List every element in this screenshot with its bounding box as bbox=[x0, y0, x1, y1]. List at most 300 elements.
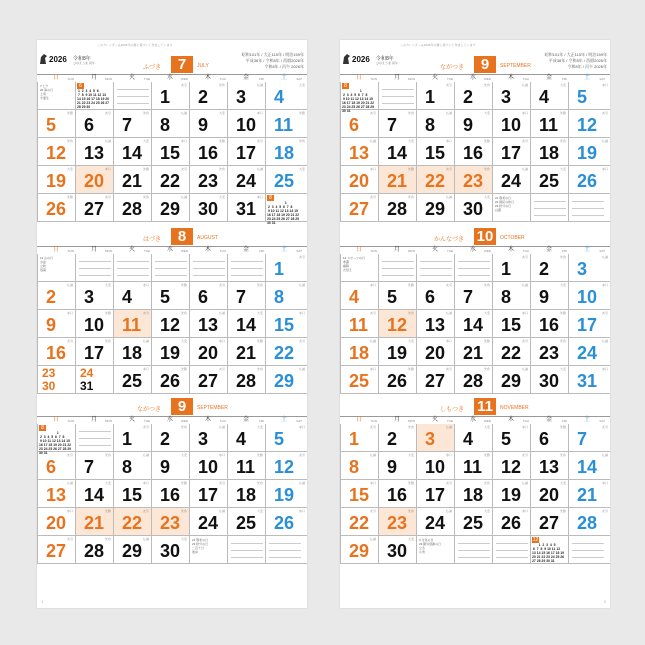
day-cell[interactable] bbox=[37, 536, 75, 564]
rokuyo-label: 先負 bbox=[142, 111, 149, 115]
rokuyo-label: 友引 bbox=[445, 283, 452, 287]
day-cell[interactable] bbox=[454, 452, 492, 480]
mini-week-row: 6 7 8 9 10 11 12 bbox=[532, 547, 561, 551]
weekday-text: 木 bbox=[507, 75, 514, 81]
rokuyo-label: 友引 bbox=[369, 195, 376, 199]
weekday-english: FRI bbox=[562, 419, 567, 423]
day-cell[interactable] bbox=[568, 338, 610, 366]
rokuyo-label: 先勝 bbox=[142, 167, 149, 171]
empty-cell bbox=[378, 82, 416, 110]
day-cell[interactable] bbox=[75, 366, 113, 394]
day-cell[interactable] bbox=[378, 138, 416, 166]
day-number: 10 bbox=[84, 315, 105, 335]
day-cell[interactable] bbox=[568, 110, 610, 138]
day-cell[interactable] bbox=[530, 282, 568, 310]
rokuyo-label: 仏滅 bbox=[218, 509, 225, 513]
rokuyo-label: 先負 bbox=[407, 111, 414, 115]
day-cell[interactable] bbox=[151, 82, 189, 110]
day-cell[interactable] bbox=[265, 310, 307, 338]
day-cell[interactable] bbox=[492, 138, 530, 166]
day-number: 27 bbox=[539, 513, 560, 533]
day-cell[interactable] bbox=[492, 424, 530, 452]
day-cell[interactable] bbox=[340, 338, 378, 366]
weekday-english: SAT bbox=[296, 77, 302, 81]
day-cell[interactable] bbox=[454, 282, 492, 310]
day-cell[interactable] bbox=[568, 138, 610, 166]
day-cell[interactable] bbox=[492, 480, 530, 508]
day-cell[interactable] bbox=[568, 254, 610, 282]
day-cell[interactable] bbox=[568, 508, 610, 536]
mini-week-row: 14 15 16 17 18 19 20 bbox=[77, 97, 110, 101]
day-cell[interactable] bbox=[265, 508, 307, 536]
day-cell[interactable] bbox=[530, 110, 568, 138]
day-cell[interactable] bbox=[454, 110, 492, 138]
weekday-text: 火 bbox=[431, 247, 438, 253]
day-number: 4 bbox=[539, 87, 550, 107]
day-cell[interactable] bbox=[378, 480, 416, 508]
rokuyo-label: 先負 bbox=[559, 255, 566, 259]
day-number: 31 bbox=[80, 379, 94, 393]
day-cell[interactable] bbox=[416, 508, 454, 536]
day-cell[interactable] bbox=[416, 110, 454, 138]
day-number: 8 bbox=[425, 115, 436, 135]
day-cell[interactable] bbox=[340, 310, 378, 338]
day-number: 18 bbox=[274, 143, 295, 163]
note-line: 11 山の日 bbox=[40, 256, 53, 260]
day-cell[interactable] bbox=[454, 82, 492, 110]
day-cell[interactable] bbox=[227, 166, 265, 194]
rokuyo-label: 大安 bbox=[218, 195, 225, 199]
rokuyo-label: 先負 bbox=[407, 195, 414, 199]
day-number: 29 bbox=[501, 371, 522, 391]
memo-line bbox=[458, 275, 490, 276]
note-line: 3 文化の日 bbox=[419, 538, 434, 542]
month-title bbox=[340, 397, 610, 417]
day-cell[interactable] bbox=[340, 508, 378, 536]
day-cell[interactable] bbox=[265, 424, 307, 452]
day-cell[interactable] bbox=[75, 480, 113, 508]
day-number: 8 bbox=[122, 457, 133, 477]
day-cell[interactable] bbox=[151, 282, 189, 310]
day-number: 3 bbox=[577, 259, 588, 279]
day-cell[interactable] bbox=[454, 508, 492, 536]
day-cell[interactable] bbox=[113, 452, 151, 480]
weekday-label bbox=[151, 417, 189, 424]
day-cell[interactable] bbox=[113, 194, 151, 222]
day-cell[interactable] bbox=[340, 282, 378, 310]
day-cell[interactable] bbox=[151, 366, 189, 394]
day-cell[interactable] bbox=[189, 138, 227, 166]
day-cell[interactable] bbox=[113, 424, 151, 452]
day-cell[interactable] bbox=[378, 194, 416, 222]
day-number: 3 bbox=[84, 287, 95, 307]
day-cell[interactable] bbox=[378, 508, 416, 536]
day-cell[interactable] bbox=[227, 338, 265, 366]
day-cell[interactable] bbox=[227, 424, 265, 452]
day-cell[interactable] bbox=[227, 194, 265, 222]
day-cell[interactable] bbox=[530, 508, 568, 536]
weekday-label bbox=[113, 75, 151, 82]
day-cell[interactable] bbox=[378, 452, 416, 480]
day-cell[interactable] bbox=[568, 366, 610, 394]
weekday-text: 金 bbox=[545, 417, 552, 423]
day-cell[interactable] bbox=[454, 138, 492, 166]
rokuyo-label: 仏滅 bbox=[521, 283, 528, 287]
empty-cell bbox=[189, 254, 227, 282]
day-cell[interactable] bbox=[492, 110, 530, 138]
day-cell[interactable] bbox=[378, 424, 416, 452]
rokuyo-label: 大安 bbox=[407, 139, 414, 143]
day-cell[interactable] bbox=[530, 310, 568, 338]
day-cell[interactable] bbox=[568, 310, 610, 338]
rokuyo-label: 赤口 bbox=[298, 425, 305, 429]
day-cell[interactable] bbox=[227, 508, 265, 536]
day-cell[interactable] bbox=[492, 338, 530, 366]
day-cell[interactable] bbox=[265, 166, 307, 194]
day-number: 6 bbox=[84, 115, 95, 135]
day-cell[interactable] bbox=[113, 310, 151, 338]
day-cell[interactable] bbox=[151, 508, 189, 536]
day-cell[interactable] bbox=[75, 282, 113, 310]
day-cell[interactable] bbox=[378, 536, 416, 564]
day-number: 6 bbox=[539, 429, 550, 449]
weekday-text: 金 bbox=[242, 75, 249, 81]
day-cell[interactable] bbox=[151, 166, 189, 194]
weekday-header bbox=[37, 74, 307, 82]
day-number: 19 bbox=[274, 485, 295, 505]
day-cell[interactable] bbox=[113, 366, 151, 394]
rokuyo-label: 大安 bbox=[483, 311, 490, 315]
day-cell[interactable] bbox=[454, 310, 492, 338]
day-cell[interactable] bbox=[492, 166, 530, 194]
day-cell[interactable] bbox=[340, 452, 378, 480]
day-cell[interactable] bbox=[492, 452, 530, 480]
day-cell[interactable] bbox=[75, 536, 113, 564]
weekday-english: TUE bbox=[144, 77, 150, 81]
day-cell[interactable] bbox=[568, 282, 610, 310]
day-cell[interactable] bbox=[227, 110, 265, 138]
day-cell[interactable] bbox=[37, 366, 75, 394]
day-cell[interactable] bbox=[189, 282, 227, 310]
day-number: 7 bbox=[122, 115, 133, 135]
day-cell[interactable] bbox=[454, 338, 492, 366]
day-cell[interactable] bbox=[151, 536, 189, 564]
day-cell[interactable] bbox=[568, 82, 610, 110]
day-cell[interactable] bbox=[189, 110, 227, 138]
day-number: 7 bbox=[463, 287, 474, 307]
day-cell[interactable] bbox=[151, 110, 189, 138]
day-number: 7 bbox=[387, 115, 398, 135]
day-number: 17 bbox=[425, 485, 446, 505]
day-cell[interactable] bbox=[113, 480, 151, 508]
day-cell[interactable] bbox=[530, 480, 568, 508]
empty-cell bbox=[151, 254, 189, 282]
day-cell[interactable] bbox=[265, 452, 307, 480]
day-cell[interactable] bbox=[340, 366, 378, 394]
day-number: 14 bbox=[84, 485, 105, 505]
day-number: 5 bbox=[274, 429, 285, 449]
day-cell[interactable] bbox=[530, 366, 568, 394]
day-number: 1 bbox=[349, 429, 360, 449]
day-number: 13 bbox=[349, 143, 370, 163]
rokuyo-label: 友引 bbox=[142, 425, 149, 429]
rokuyo-label: 先勝 bbox=[559, 111, 566, 115]
day-cell[interactable] bbox=[340, 424, 378, 452]
day-cell[interactable] bbox=[151, 480, 189, 508]
note-line: 小雪 bbox=[419, 550, 426, 554]
day-cell[interactable] bbox=[189, 310, 227, 338]
day-number: 3 bbox=[236, 87, 247, 107]
day-cell[interactable] bbox=[113, 338, 151, 366]
day-number: 2 bbox=[198, 87, 209, 107]
month-july bbox=[37, 55, 307, 223]
day-cell[interactable] bbox=[189, 82, 227, 110]
day-cell[interactable] bbox=[416, 82, 454, 110]
day-cell[interactable] bbox=[37, 110, 75, 138]
day-cell[interactable] bbox=[492, 310, 530, 338]
day-cell[interactable] bbox=[189, 366, 227, 394]
day-cell[interactable] bbox=[75, 338, 113, 366]
day-cell[interactable] bbox=[378, 310, 416, 338]
day-cell[interactable] bbox=[454, 194, 492, 222]
weekday-text: 日 bbox=[355, 75, 362, 81]
day-cell[interactable] bbox=[530, 82, 568, 110]
day-cell[interactable] bbox=[227, 310, 265, 338]
day-cell[interactable] bbox=[530, 338, 568, 366]
day-cell[interactable] bbox=[454, 424, 492, 452]
day-cell[interactable] bbox=[75, 508, 113, 536]
month-number-badge: 8 bbox=[171, 228, 193, 245]
day-cell[interactable] bbox=[416, 452, 454, 480]
day-cell[interactable] bbox=[227, 452, 265, 480]
day-cell[interactable] bbox=[416, 282, 454, 310]
day-cell[interactable] bbox=[492, 254, 530, 282]
rokuyo-label: 大安 bbox=[298, 167, 305, 171]
day-cell[interactable] bbox=[75, 166, 113, 194]
rokuyo-label: 仏滅 bbox=[445, 111, 452, 115]
weekday-text: 日 bbox=[355, 247, 362, 253]
rokuyo-label: 先勝 bbox=[218, 139, 225, 143]
weekday-label bbox=[378, 247, 416, 254]
memo-line bbox=[382, 96, 414, 97]
day-cell[interactable] bbox=[454, 366, 492, 394]
day-cell[interactable] bbox=[340, 166, 378, 194]
day-cell[interactable] bbox=[113, 166, 151, 194]
rokuyo-label: 先負 bbox=[180, 311, 187, 315]
weekday-english: MON bbox=[408, 249, 415, 253]
rokuyo-label: 友引 bbox=[445, 367, 452, 371]
day-cell[interactable] bbox=[113, 282, 151, 310]
day-cell[interactable] bbox=[37, 194, 75, 222]
day-cell[interactable] bbox=[568, 424, 610, 452]
day-cell[interactable] bbox=[37, 310, 75, 338]
day-cell[interactable] bbox=[416, 338, 454, 366]
day-cell[interactable] bbox=[416, 424, 454, 452]
rokuyo-label: 仏滅 bbox=[445, 195, 452, 199]
page-number: 1 bbox=[41, 599, 44, 604]
day-cell[interactable] bbox=[113, 110, 151, 138]
day-number: 25 bbox=[539, 171, 560, 191]
weekday-text: 水 bbox=[166, 417, 173, 423]
day-cell[interactable] bbox=[227, 138, 265, 166]
day-number: 21 bbox=[236, 343, 257, 363]
weekday-text: 土 bbox=[280, 417, 287, 423]
day-cell[interactable] bbox=[265, 480, 307, 508]
note-line: 白露 bbox=[495, 208, 502, 212]
day-number: 27 bbox=[425, 371, 446, 391]
day-cell[interactable] bbox=[151, 424, 189, 452]
day-cell[interactable] bbox=[530, 166, 568, 194]
weekday-label bbox=[151, 247, 189, 254]
day-cell[interactable] bbox=[227, 82, 265, 110]
day-number: 20 bbox=[46, 513, 67, 533]
day-cell[interactable] bbox=[189, 338, 227, 366]
day-cell[interactable] bbox=[378, 338, 416, 366]
day-cell[interactable] bbox=[265, 110, 307, 138]
weekday-text: 火 bbox=[431, 75, 438, 81]
month-english: SEPTEMBER bbox=[197, 405, 228, 411]
memo-line bbox=[382, 89, 414, 90]
day-cell[interactable] bbox=[378, 110, 416, 138]
day-number: 11 bbox=[349, 315, 369, 335]
note-line: 寒露 bbox=[343, 260, 350, 264]
day-number: 22 bbox=[274, 343, 295, 363]
day-number: 25 bbox=[122, 371, 143, 391]
day-cell[interactable] bbox=[265, 82, 307, 110]
day-cell[interactable] bbox=[378, 366, 416, 394]
memo-line bbox=[382, 261, 414, 262]
day-cell[interactable] bbox=[113, 138, 151, 166]
day-cell[interactable] bbox=[492, 508, 530, 536]
rokuyo-label: 先負 bbox=[104, 537, 111, 541]
rokuyo-label: 大安 bbox=[180, 339, 187, 343]
day-cell[interactable] bbox=[416, 366, 454, 394]
mini-week-row: 23 24 25 26 27 28 29 bbox=[342, 105, 375, 109]
day-cell[interactable] bbox=[75, 310, 113, 338]
mini-week-row: 2 3 4 5 6 7 8 bbox=[267, 205, 293, 209]
day-cell[interactable] bbox=[530, 424, 568, 452]
day-cell[interactable] bbox=[454, 166, 492, 194]
day-cell[interactable] bbox=[151, 338, 189, 366]
day-cell[interactable] bbox=[416, 480, 454, 508]
mini-week-row: 2 3 4 5 6 7 8 bbox=[342, 93, 368, 97]
day-cell[interactable] bbox=[75, 452, 113, 480]
day-cell[interactable] bbox=[227, 366, 265, 394]
day-cell[interactable] bbox=[37, 138, 75, 166]
day-cell[interactable] bbox=[492, 366, 530, 394]
day-cell[interactable] bbox=[378, 166, 416, 194]
weekday-text: 火 bbox=[431, 417, 438, 423]
weekday-text: 土 bbox=[280, 75, 287, 81]
day-cell[interactable] bbox=[568, 452, 610, 480]
day-cell[interactable] bbox=[265, 338, 307, 366]
day-cell[interactable] bbox=[492, 282, 530, 310]
day-cell[interactable] bbox=[265, 366, 307, 394]
day-cell[interactable] bbox=[265, 254, 307, 282]
day-cell[interactable] bbox=[189, 508, 227, 536]
weekday-text: 火 bbox=[128, 247, 135, 253]
day-cell[interactable] bbox=[416, 138, 454, 166]
day-cell[interactable] bbox=[37, 452, 75, 480]
day-cell[interactable] bbox=[189, 194, 227, 222]
day-cell[interactable] bbox=[227, 282, 265, 310]
rokuyo-label: 大安 bbox=[483, 509, 490, 513]
day-cell[interactable] bbox=[37, 480, 75, 508]
day-cell[interactable] bbox=[416, 166, 454, 194]
day-cell[interactable] bbox=[151, 310, 189, 338]
day-cell[interactable] bbox=[416, 310, 454, 338]
day-number: 10 bbox=[425, 457, 446, 477]
day-number: 6 bbox=[198, 287, 209, 307]
weekday-text: 金 bbox=[242, 247, 249, 253]
day-cell[interactable] bbox=[151, 194, 189, 222]
day-cell[interactable] bbox=[340, 536, 378, 564]
day-cell[interactable] bbox=[37, 338, 75, 366]
day-cell[interactable] bbox=[75, 194, 113, 222]
day-cell[interactable] bbox=[568, 166, 610, 194]
day-number: 1 bbox=[160, 87, 171, 107]
day-cell[interactable] bbox=[340, 480, 378, 508]
day-number: 26 bbox=[387, 371, 408, 391]
day-cell[interactable] bbox=[151, 138, 189, 166]
rokuyo-label: 友引 bbox=[142, 311, 149, 315]
day-cell[interactable] bbox=[340, 194, 378, 222]
day-cell[interactable] bbox=[416, 194, 454, 222]
empty-cell bbox=[113, 254, 151, 282]
day-cell[interactable] bbox=[378, 282, 416, 310]
month-english: OCTOBER bbox=[500, 235, 525, 241]
day-cell[interactable] bbox=[189, 452, 227, 480]
day-cell[interactable] bbox=[340, 110, 378, 138]
day-cell[interactable] bbox=[265, 138, 307, 166]
day-number: 20 bbox=[84, 171, 105, 191]
day-number: 5 bbox=[160, 287, 171, 307]
day-cell[interactable] bbox=[75, 138, 113, 166]
weekday-english: FRI bbox=[562, 249, 567, 253]
weekday-english: THU bbox=[522, 77, 529, 81]
day-cell[interactable] bbox=[37, 166, 75, 194]
day-cell[interactable] bbox=[151, 452, 189, 480]
day-cell[interactable] bbox=[227, 480, 265, 508]
day-number: 14 bbox=[463, 315, 484, 335]
weekday-text: 月 bbox=[90, 75, 97, 81]
day-cell[interactable] bbox=[454, 480, 492, 508]
weekday-label bbox=[340, 247, 378, 254]
rokuyo-label: 友引 bbox=[104, 195, 111, 199]
rokuyo-label: 先勝 bbox=[559, 425, 566, 429]
day-cell[interactable] bbox=[492, 82, 530, 110]
day-cell[interactable] bbox=[340, 138, 378, 166]
day-cell[interactable] bbox=[530, 452, 568, 480]
day-cell[interactable] bbox=[75, 110, 113, 138]
weekday-label bbox=[530, 75, 568, 82]
day-cell[interactable] bbox=[530, 254, 568, 282]
day-cell[interactable] bbox=[530, 138, 568, 166]
day-cell[interactable] bbox=[37, 508, 75, 536]
weekday-text: 火 bbox=[128, 417, 135, 423]
day-cell[interactable] bbox=[265, 282, 307, 310]
day-cell[interactable] bbox=[113, 508, 151, 536]
day-cell[interactable] bbox=[37, 282, 75, 310]
weekday-english: SAT bbox=[599, 77, 605, 81]
day-cell[interactable] bbox=[568, 480, 610, 508]
rokuyo-label: 友引 bbox=[601, 509, 608, 513]
day-cell[interactable] bbox=[189, 166, 227, 194]
day-cell[interactable] bbox=[113, 536, 151, 564]
day-cell[interactable] bbox=[189, 424, 227, 452]
day-cell[interactable] bbox=[189, 480, 227, 508]
rokuyo-label: 仏滅 bbox=[369, 139, 376, 143]
